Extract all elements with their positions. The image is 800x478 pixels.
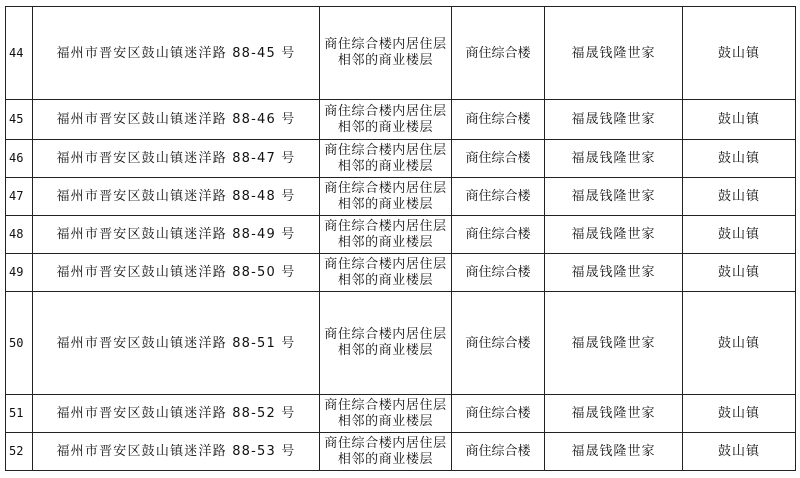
position-line-1: 商住综合楼内居住层: [324, 327, 447, 342]
project-name-cell: 福晟钱隆世家: [545, 292, 683, 395]
town-cell: 鼓山镇: [683, 254, 796, 292]
building-type-cell: 商住综合楼: [452, 254, 545, 292]
position-cell: [320, 433, 452, 471]
project-name-cell: 福晟钱隆世家: [545, 216, 683, 254]
table-row: [6, 292, 796, 395]
building-type-cell: 商住综合楼: [452, 7, 545, 100]
row-number: 45: [6, 100, 33, 140]
town-cell: 鼓山镇: [683, 433, 796, 471]
position-line-1: 商住综合楼内居住层: [324, 103, 447, 119]
position-cell: [320, 7, 452, 100]
address-cell: 福州市晋安区鼓山镇迷洋路 88-46 号: [33, 100, 320, 140]
project-name-cell: 福晟钱隆世家: [545, 140, 683, 178]
address-cell: 福州市晋安区鼓山镇迷洋路 88-51 号: [33, 292, 320, 395]
building-type-cell: 商住综合楼: [452, 100, 545, 140]
town-cell: 鼓山镇: [683, 100, 796, 140]
table-row: [6, 433, 796, 471]
position-line-2: 相邻的商业楼层: [337, 234, 434, 250]
address-cell: 福州市晋安区鼓山镇迷洋路 88-52 号: [33, 395, 320, 433]
row-number: 49: [6, 254, 33, 292]
table-row: [6, 216, 796, 254]
position-cell: [320, 292, 452, 395]
row-number: 48: [6, 216, 33, 254]
position-line-1: 商住综合楼内居住层: [324, 180, 447, 196]
town-cell: 鼓山镇: [683, 7, 796, 100]
building-type-cell: 商住综合楼: [452, 292, 545, 395]
project-name-cell: 福晟钱隆世家: [545, 100, 683, 140]
position-line-1: 商住综合楼内居住层: [324, 397, 447, 413]
town-cell: 鼓山镇: [683, 216, 796, 254]
position-cell: [320, 178, 452, 216]
town-cell: 鼓山镇: [683, 395, 796, 433]
project-name-cell: 福晟钱隆世家: [545, 254, 683, 292]
address-cell: 福州市晋安区鼓山镇迷洋路 88-47 号: [33, 140, 320, 178]
position-cell: [320, 100, 452, 140]
row-number: 52: [6, 433, 33, 471]
town-cell: 鼓山镇: [683, 140, 796, 178]
town-cell: 鼓山镇: [683, 178, 796, 216]
position-line-1: 商住综合楼内居住层: [324, 37, 447, 52]
table-row: [6, 178, 796, 216]
building-type-cell: 商住综合楼: [452, 216, 545, 254]
position-cell: [320, 216, 452, 254]
address-cell: 福州市晋安区鼓山镇迷洋路 88-48 号: [33, 178, 320, 216]
position-line-2: 相邻的商业楼层: [337, 451, 434, 467]
building-type-cell: 商住综合楼: [452, 433, 545, 471]
row-number: 50: [6, 292, 33, 395]
position-line-2: 相邻的商业楼层: [337, 272, 434, 288]
address-cell: 福州市晋安区鼓山镇迷洋路 88-45 号: [33, 7, 320, 100]
row-number: 46: [6, 140, 33, 178]
position-cell: [320, 140, 452, 178]
table-row: [6, 395, 796, 433]
building-type-cell: 商住综合楼: [452, 395, 545, 433]
position-line-1: 商住综合楼内居住层: [324, 142, 447, 158]
project-name-cell: 福晟钱隆世家: [545, 178, 683, 216]
address-cell: 福州市晋安区鼓山镇迷洋路 88-50 号: [33, 254, 320, 292]
address-table-body: [6, 7, 796, 471]
position-line-2: 相邻的商业楼层: [337, 53, 434, 68]
row-number: 44: [6, 7, 33, 100]
address-table: [5, 6, 796, 471]
town-cell: 鼓山镇: [683, 292, 796, 395]
row-number: 51: [6, 395, 33, 433]
project-name-cell: 福晟钱隆世家: [545, 395, 683, 433]
position-line-2: 相邻的商业楼层: [337, 119, 434, 135]
table-row: [6, 140, 796, 178]
position-line-1: 商住综合楼内居住层: [324, 435, 447, 451]
address-cell: 福州市晋安区鼓山镇迷洋路 88-53 号: [33, 433, 320, 471]
position-line-2: 相邻的商业楼层: [337, 343, 434, 358]
position-line-2: 相邻的商业楼层: [337, 158, 434, 174]
project-name-cell: 福晟钱隆世家: [545, 433, 683, 471]
building-type-cell: 商住综合楼: [452, 178, 545, 216]
table-row: [6, 254, 796, 292]
address-cell: 福州市晋安区鼓山镇迷洋路 88-49 号: [33, 216, 320, 254]
position-cell: [320, 254, 452, 292]
position-line-1: 商住综合楼内居住层: [324, 218, 447, 234]
row-number: 47: [6, 178, 33, 216]
position-line-2: 相邻的商业楼层: [337, 196, 434, 212]
project-name-cell: 福晟钱隆世家: [545, 7, 683, 100]
table-row: [6, 100, 796, 140]
position-line-1: 商住综合楼内居住层: [324, 256, 447, 272]
position-line-2: 相邻的商业楼层: [337, 413, 434, 429]
position-cell: [320, 395, 452, 433]
table-row: [6, 7, 796, 100]
building-type-cell: 商住综合楼: [452, 140, 545, 178]
